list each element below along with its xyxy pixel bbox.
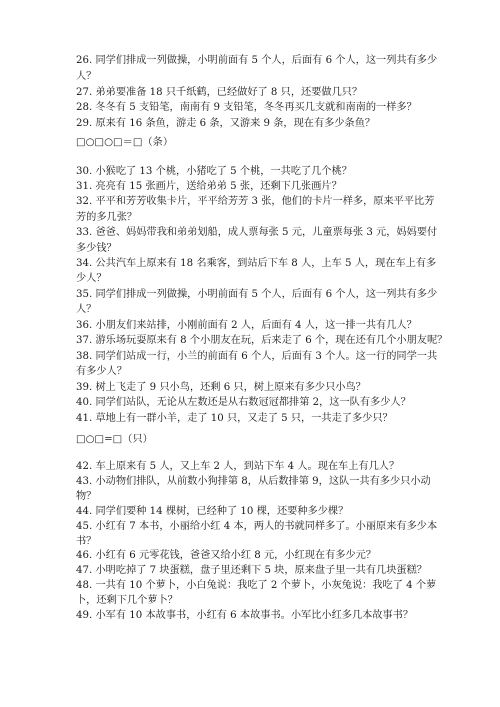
formula-line: □○□○□＝□（条） bbox=[76, 137, 174, 148]
question-line: 30. 小猴吃了 13 个桃，小猪吃了 5 个桃，一共吃了几个桃？ bbox=[76, 166, 352, 177]
question-line: 多少钱？ bbox=[76, 243, 117, 254]
question-line: 37. 游乐场玩耍原来有 8 个小朋友在玩，后来走了 6 个，现在还有几个小朋友呢？ bbox=[76, 335, 448, 346]
question-line: 36. 小朋友们来站排，小刚前面有 2 人，后面有 4 人，这一排一共有几人？ bbox=[76, 320, 417, 331]
question-line: 48. 一共有 10 个萝卜，小白兔说：我吃了 2 个萝卜，小灰兔说：我吃了 4 个萝 bbox=[76, 580, 437, 591]
question-line: 物？ bbox=[76, 491, 97, 502]
question-line: 35. 同学们排成一列做操，小明前面有 5 个人，后面有 6 个人，这一列共有多少 bbox=[76, 289, 438, 300]
question-line: 32. 平平和芳芳收集卡片，平平给芳芳 3 张，他们的卡片一样多，原来平平比芳 bbox=[76, 196, 435, 207]
question-line: 42. 车上原来有 5 人，又上车 2 人，到站下车 4 人。现在车上有几人？ bbox=[76, 461, 400, 472]
question-line: 40. 同学们站队，无论从左数还是从右数冠冠都排第 2，这一队有多少人？ bbox=[76, 397, 411, 408]
question-line: 26. 同学们排成一列做操，小明前面有 5 个人，后面有 6 个人，这一列共有多少 bbox=[76, 55, 438, 66]
question-line: 47. 小明吃掉了 7 块蛋糕，盘子里还剩下 5 块，原来盘子里一共有几块蛋糕？ bbox=[76, 565, 427, 576]
question-line: 卜，还剩下几个萝卜？ bbox=[76, 595, 178, 606]
question-line: 人？ bbox=[76, 71, 97, 82]
question-line: 38. 同学们站成一行，小兰的前面有 6 个人，后面有 3 个人。这一行的同学一共 bbox=[76, 351, 438, 362]
question-line: 29. 原来有 16 条鱼，游走 6 条，又游来 9 条，现在有多少条鱼？ bbox=[76, 118, 376, 129]
question-line: 28. 冬冬有 5 支铅笔，南南有 9 支铅笔，冬冬再买几支就和南南的一样多？ bbox=[76, 102, 417, 113]
question-line: 27. 弟弟要准备 18 只千纸鹤，已经做好了 8 只，还要做几只？ bbox=[76, 87, 363, 98]
question-line: 39. 树上飞走了 9 只小鸟，还剩 6 只，树上原来有多少只小鸟？ bbox=[76, 382, 366, 393]
question-line: 芳的多几张？ bbox=[76, 212, 138, 223]
question-line: 有多少人？ bbox=[76, 366, 127, 377]
question-line: 46. 小红有 6 元零花钱，爸爸又给小红 8 元，小红现在有多少元？ bbox=[76, 550, 377, 561]
question-line: 书？ bbox=[76, 536, 97, 547]
question-line: 45. 小红有 7 本书，小丽给小红 4 本，两人的书就同样多了。小丽原来有多少本 bbox=[76, 521, 438, 532]
question-line: 31. 亮亮有 15 张画片，送给弟弟 5 张，还剩下几张画片？ bbox=[76, 181, 342, 192]
formula-line: □○□=□（只） bbox=[76, 434, 153, 445]
question-line: 49. 小军有 10 本故事书，小红有 6 本故事书。小军比小红多几本故事书？ bbox=[76, 610, 414, 621]
question-line: 少人？ bbox=[76, 273, 107, 284]
question-line: 33. 爸爸、妈妈带我和弟弟划船，成人票每张 5 元，儿童票每张 3 元，妈妈要付 bbox=[76, 227, 438, 238]
question-line: 43. 小动物们排队，从前数小狗排第 8，从后数排第 9，这队一共有多少只小动 bbox=[76, 476, 431, 487]
question-line: 44. 同学们要种 14 棵树，已经种了 10 棵，还要种多少棵？ bbox=[76, 506, 349, 517]
question-line: 34. 公共汽车上原来有 18 名乘客，到站后下车 8 人，上车 5 人，现在车上有多 bbox=[76, 258, 437, 269]
question-line: 人？ bbox=[76, 304, 97, 315]
question-line: 41. 草地上有一群小羊，走了 10 只，又走了 5 只，一共走了多少只？ bbox=[76, 413, 393, 424]
